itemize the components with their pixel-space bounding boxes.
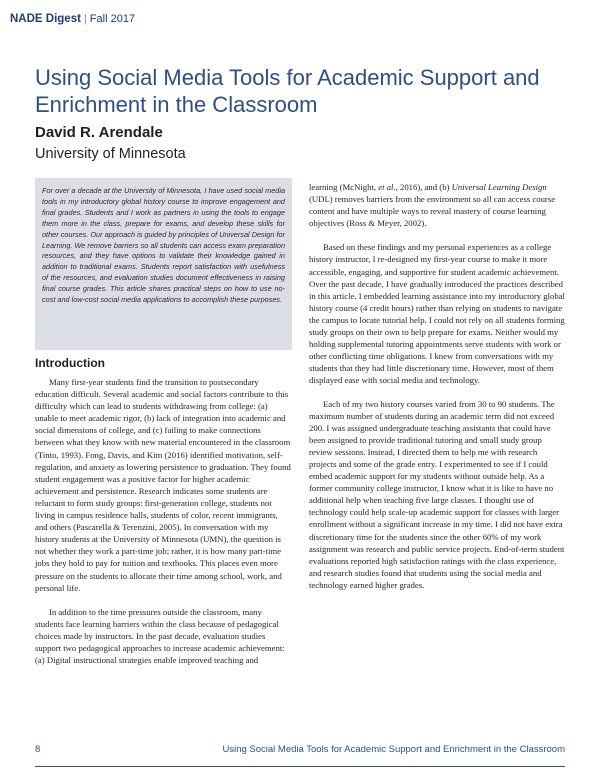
abstract-text: For over a decade at the University of Minnesota, I have used social media tools in my introductory global history course to improve engagement and final grades. Students and I work as partners in using the tools to engage them more in the class, prepare for exams, and develop these skills for other courses. Our approach is guided by principles of Universal Design for Learning. We remove barriers so all students can access exam preparation resources, and they have options to validate their knowledge gained in addition to traditional exams. Students report satisfaction with usefulness of the resources, and evaluation studies document effectiveness in raising final course grades. This article shares practical steps on how to use no-cost and low-cost social media applications to accomplish these purposes.: [42, 186, 285, 305]
footer-rule: [35, 766, 565, 767]
continuation-udl-term: Universal Learning Design: [451, 182, 547, 192]
article-title: Using Social Media Tools for Academic Support and Enrichment in the Classroom: [35, 65, 540, 117]
right-column: [309, 181, 565, 591]
continuation-text-start: learning (McNight,: [309, 182, 379, 192]
abstract-box: [35, 178, 292, 350]
body-paragraph: Based on these findings and my personal experiences as a college history instructor, I re-designed my first-year course to make it more accessible, engaging, and supportive for student academic achievement. Over the past decade, I have gradually introduced the practices described in this article. I embedded learning assistance into my introductory global history course (4 credit hours) rather than relying on students to navigate the campus to locate tutorial help. I could not rely on all students forming study groups on their own to help prepare for exams. Neither would my holding supplemental tutoring appointments serve students with work or other conflicting time obligations. I knew from conversations with my students that they had little discretionary time. However, most of them displayed ease with social media and technology.: [309, 242, 565, 386]
continuation-text-end: (UDL) removes barriers from the environment so all can access course content and have multiple ways to reveal mastery of course learning objectives (Ross & Meyer, 2002).: [309, 194, 556, 229]
body-paragraph: Each of my two history courses varied from 30 to 90 students. The maximum number of students during an academic term did not exceed 200. I was assigned undergraduate teaching assistants that could have been assigned to provide traditional tutoring and small study group review sessions. Instead, I directed them to help me with research projects and some of the grade entry. I experimented to see if I could embed academic support for my students without outside help. As a former community college instructor, I know what it is like to have no additional help when teaching five large classes. I thought use of technology could help scale-up academic support for classes with larger enrollment without a significant increase in my time. I did not have extra discretionary time for the students since the other 60% of my work assignment was research and public service projects. End-of-term student evaluations reported high satisfaction ratings with the class experience, and research studies found that students using the social media and technology earned higher grades.: [309, 398, 565, 590]
body-paragraph-continued: [309, 181, 565, 229]
body-paragraph: Many first-year students find the transition to postsecondary education difficult. Several academic and social factors contribute to this difficulty which can lead to students withdrawing from college: (a) unable to meet academic rigor, (b) lack of integration into academic and social dimensions of college, and (c) failing to make connections between what they know with new material encountered in the classroom (Tinto, 1993). Fong, Davis, and Kim (2016) identified motivation, self-regulation, and anxiety as lowering persistence to graduation. They found student engagement was a positive factor for higher academic achievement and persistence. Research indicates some students are reluctant to form study groups: first-generation college, students not living in campus residence halls, students of color, recent immigrants, and others (Pascarella & Terenzini, 2005). In conversation with my history students at the University of Minnesota (UMN), the question is not whether they work a part-time job; rather, it is how many part-time jobs they hold to pay for tuition and textbooks. This places even more pressure on the students to allocate their time among school, work, and personal life.: [35, 377, 291, 593]
body-paragraph: In addition to the time pressures outside the classroom, many students face learning barriers within the class because of pedagogical choices made by instructors. In the past decade, evaluation studies support two pedagogical approaches to increase academic achievement: (a) Digital instructional strategies enable improved teaching and: [35, 606, 285, 666]
issue-label: Fall 2017: [89, 13, 136, 25]
author-affiliation: University of Minnesota: [35, 146, 186, 162]
continuation-et-al: et al.: [378, 182, 396, 192]
left-column: [35, 376, 291, 666]
journal-name: NADE Digest: [10, 13, 81, 25]
page-number: 8: [35, 744, 41, 755]
continuation-text-middle: , 2016), and (b): [395, 182, 452, 192]
running-title: Using Social Media Tools for Academic Support and Enrichment in the Classroom: [222, 744, 565, 755]
introduction-heading: Introduction: [35, 356, 105, 370]
journal-header: [10, 13, 135, 25]
header-separator: |: [83, 13, 87, 25]
author-name: David R. Arendale: [35, 124, 163, 141]
